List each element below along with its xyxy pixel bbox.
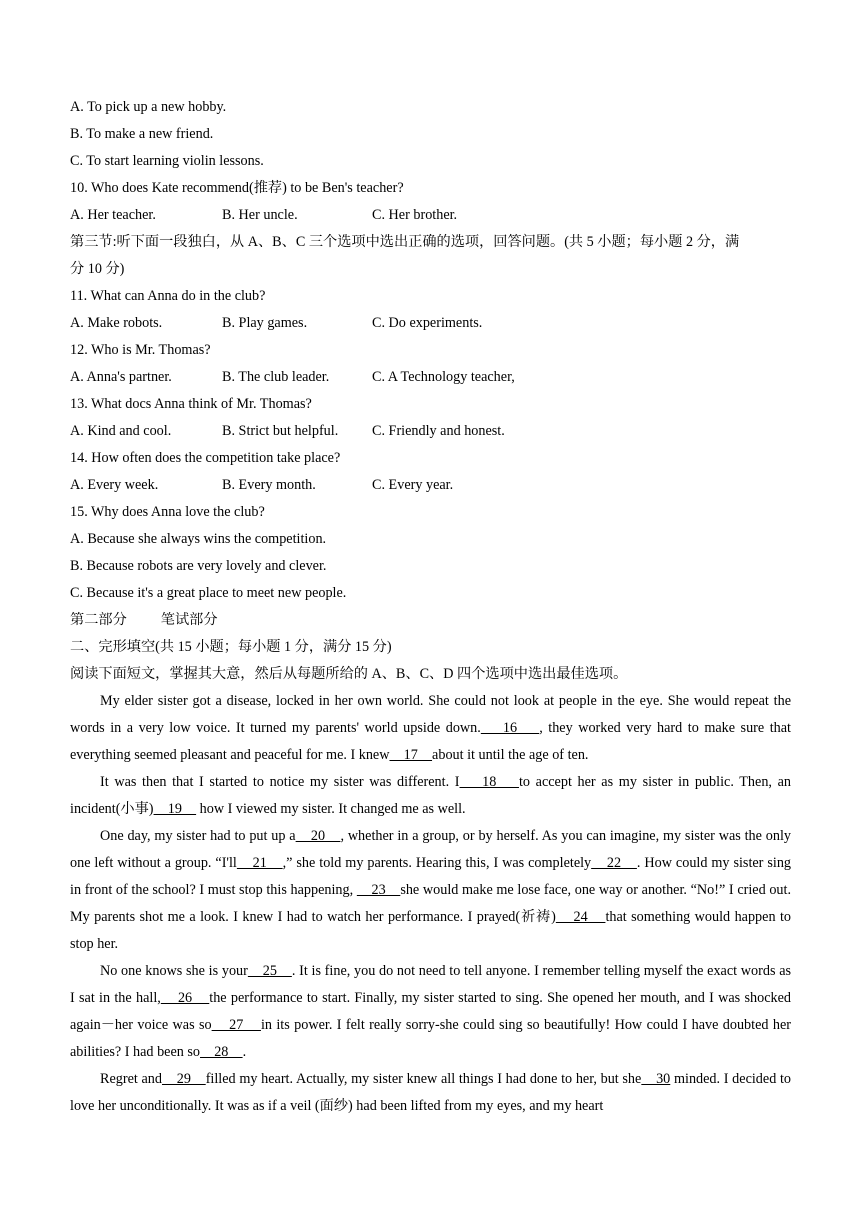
question-15: 15. Why does Anna love the club? bbox=[70, 504, 265, 520]
q12-option-b: B. The club leader. bbox=[222, 369, 330, 385]
question-13: 13. What docs Anna think of Mr. Thomas? bbox=[70, 396, 312, 412]
q9-option-a: A. To pick up a new hobby. bbox=[70, 99, 227, 115]
paragraph-text: , they worked very hard to make sure that everything seemed pleasant and peaceful for me. I knew bbox=[70, 720, 791, 763]
q11-options bbox=[70, 310, 791, 337]
blank-22: 22 bbox=[591, 855, 637, 871]
paragraph-text: One day, my sister had to put up a bbox=[100, 828, 296, 844]
q13-options bbox=[70, 418, 791, 445]
paragraph-text: minded. I decided to love her unconditionally. It was as if a veil (面纱) had been lifted from my eyes, and my heart bbox=[70, 1071, 792, 1114]
cloze-title: 二、完形填空(共 15 小题；每小题 1 分，满分 15 分) bbox=[70, 639, 392, 655]
q10-option-b: B. Her uncle. bbox=[222, 207, 298, 223]
q10-option-c: C. Her brother. bbox=[372, 207, 458, 223]
paragraph-text: filled my heart. Actually, my sister knew all things I had done to her, but she bbox=[205, 1071, 642, 1087]
paragraph-text: . bbox=[242, 1044, 247, 1060]
paragraph-text: about it until the age of ten. bbox=[432, 747, 589, 763]
cloze-paragraph-3 bbox=[70, 823, 791, 958]
q9-option-b: B. To make a new friend. bbox=[70, 126, 214, 142]
paragraph-text: It was then that I started to notice my sister was different. I bbox=[100, 774, 460, 790]
paragraph-text: in its power. I felt really sorry-she could sing so beautifully! How could I have doubted her abilities? I had been so bbox=[70, 1017, 791, 1060]
part2-heading bbox=[70, 607, 791, 634]
cloze-paragraph-4 bbox=[70, 958, 791, 1066]
question-11: 11. What can Anna do in the club? bbox=[70, 288, 266, 304]
cloze-instructions: 阅读下面短文，掌握其大意，然后从每题所给的 A、B、C、D 四个选项中选出最佳选项。 bbox=[70, 666, 628, 682]
q10-options bbox=[70, 202, 791, 229]
paragraph-text: she would make me lose face, one way or another. “No!” I cried out. My parents shot me a look. I knew I had to watch her performance. I prayed(祈祷) bbox=[70, 882, 792, 925]
paragraph-text: . How could my sister sing in front of the school? I must stop this happening, bbox=[70, 855, 792, 898]
q15-option-c: C. Because it's a great place to meet new people. bbox=[70, 585, 347, 601]
paragraph-text: ,” she told my parents. Hearing this, I was completely bbox=[282, 855, 592, 871]
paragraph-text: to accept her as my sister in public. Then, an incident(小事) bbox=[70, 774, 792, 817]
blank-16: 16 bbox=[480, 720, 540, 736]
blank-20: 20 bbox=[295, 828, 341, 844]
blank-27: 27 bbox=[211, 1017, 261, 1033]
q13-option-b: B. Strict but helpful. bbox=[222, 423, 339, 439]
q15-option-a: A. Because she always wins the competition. bbox=[70, 531, 327, 547]
section3-heading-line2: 分 10 分) bbox=[70, 261, 125, 277]
q11-option-b: B. Play games. bbox=[222, 315, 308, 331]
q14-option-a: A. Every week. bbox=[70, 477, 159, 493]
paragraph-text: My elder sister got a disease, locked in her own world. She could not look at people in the eye. She would repeat the words in a very low voice. It turned my parents' world upside down. bbox=[70, 693, 791, 736]
q14-option-c: C. Every year. bbox=[372, 477, 454, 493]
q9-option-c: C. To start learning violin lessons. bbox=[70, 153, 264, 169]
blank-19: 19 bbox=[153, 801, 197, 817]
paragraph-text: the performance to start. Finally, my sister started to sing. She opened her mouth, and I was shocked again－her voice was so bbox=[70, 990, 791, 1033]
blank-26: 26 bbox=[160, 990, 210, 1006]
blank-21: 21 bbox=[236, 855, 283, 871]
cloze-paragraph-5 bbox=[70, 1066, 791, 1120]
part2-title: 第二部分 bbox=[70, 612, 127, 628]
q15-option-b: B. Because robots are very lovely and clever. bbox=[70, 558, 327, 574]
question-12: 12. Who is Mr. Thomas? bbox=[70, 342, 211, 358]
part2-subtitle: 笔试部分 bbox=[160, 612, 218, 628]
paragraph-text: No one knows she is your bbox=[100, 963, 248, 979]
q14-option-b: B. Every month. bbox=[222, 477, 316, 493]
q13-option-c: C. Friendly and honest. bbox=[372, 423, 505, 439]
q10-option-a: A. Her teacher. bbox=[70, 207, 156, 223]
q11-option-c: C. Do experiments. bbox=[372, 315, 483, 331]
q12-option-a: A. Anna's partner. bbox=[70, 369, 172, 385]
blank-23: 23 bbox=[356, 882, 401, 898]
document-page bbox=[70, 94, 791, 1120]
q13-option-a: A. Kind and cool. bbox=[70, 423, 172, 439]
question-14: 14. How often does the competition take place? bbox=[70, 450, 341, 466]
paragraph-text: how I viewed my sister. It changed me as well. bbox=[196, 801, 466, 817]
blank-17: 17 bbox=[389, 747, 433, 763]
blank-24: 24 bbox=[555, 909, 606, 925]
blank-18: 18 bbox=[459, 774, 519, 790]
q12-option-c: C. A Technology teacher, bbox=[372, 369, 515, 385]
q11-option-a: A. Make robots. bbox=[70, 315, 163, 331]
section3-heading-line1: 第三节:听下面一段独白，从 A、B、C 三个选项中选出正确的选项，回答问题。(共 5 小题；每小题 2 分，满 bbox=[70, 234, 740, 250]
question-10: 10. Who does Kate recommend(推荐) to be Ben's teacher? bbox=[70, 180, 404, 196]
blank-25: 25 bbox=[247, 963, 292, 979]
cloze-paragraph-2 bbox=[70, 769, 791, 823]
paragraph-text: . It is fine, you do not need to tell anyone. I remember telling myself the exact words as I sat in the hall, bbox=[70, 963, 792, 1006]
blank-30: 30 bbox=[641, 1071, 671, 1087]
q12-options bbox=[70, 364, 791, 391]
paragraph-text: , whether in a group, or by herself. As you can imagine, my sister was the only one left without a group. “I'll bbox=[70, 828, 791, 871]
q14-options bbox=[70, 472, 791, 499]
blank-28: 28 bbox=[200, 1044, 243, 1060]
cloze-paragraph-1 bbox=[70, 688, 791, 769]
paragraph-text: that something would happen to stop her. bbox=[70, 909, 792, 952]
blank-29: 29 bbox=[162, 1071, 206, 1087]
paragraph-text: Regret and bbox=[100, 1071, 162, 1087]
